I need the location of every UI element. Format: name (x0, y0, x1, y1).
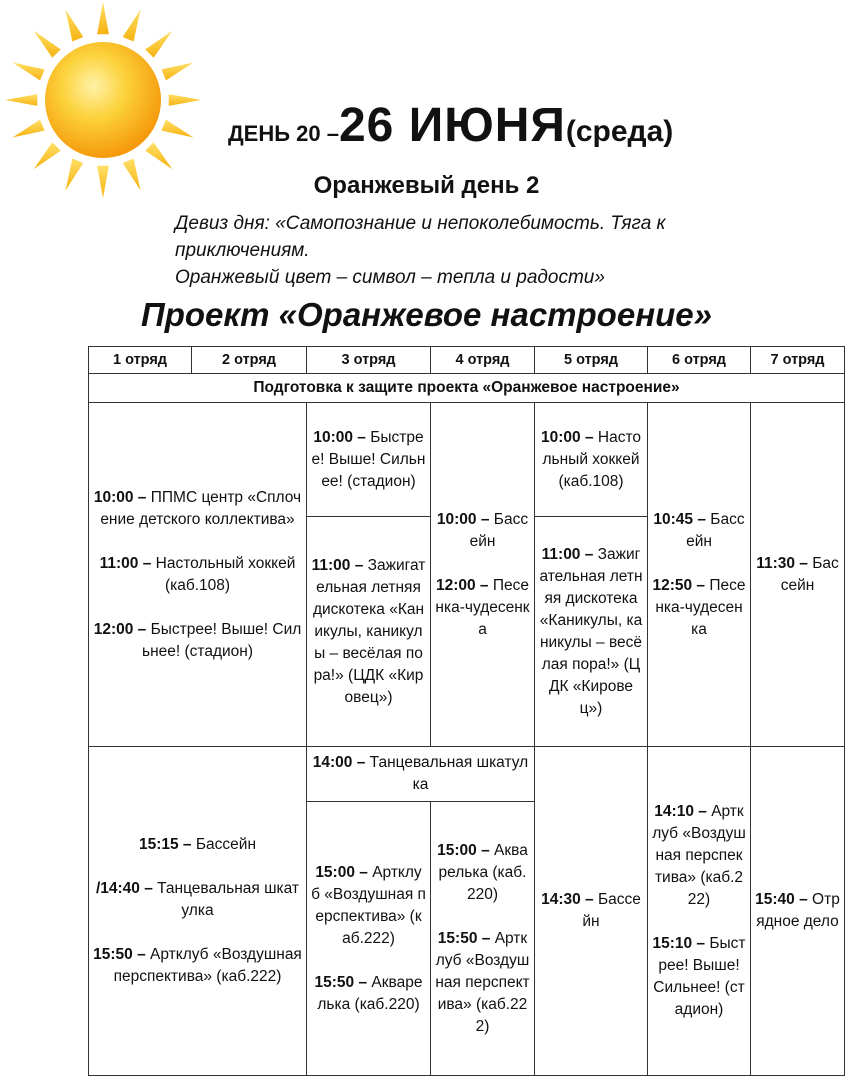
activity (652, 801, 746, 911)
cell-morning-group-3-a (307, 403, 431, 517)
cell-afternoon-group-4 (431, 802, 535, 1076)
activity-text: Быстрее! Выше! Сильнее! (стадион) (311, 428, 426, 490)
activity-time: 14:10 – (654, 803, 707, 820)
activity-text: Бассейн (686, 510, 745, 550)
date-heading (228, 98, 673, 168)
activity (311, 862, 426, 950)
table-row (89, 747, 845, 802)
project-title: Проект «Оранжевое настроение» (141, 296, 712, 333)
activity-text: Настольный хоккей (каб.108) (542, 428, 641, 490)
column-header: 7 отряд (751, 347, 845, 374)
sun-disc (45, 42, 161, 158)
activity-text: Отрядное дело (756, 891, 840, 930)
activity-time: 10:00 – (541, 428, 594, 446)
activity-text: Бассейн (780, 554, 839, 594)
cell-afternoon-groups-1-2 (89, 747, 307, 1076)
cell-afternoon-group-7 (751, 747, 845, 1076)
activity-time: 15:50 – (93, 946, 146, 963)
activity-time: 10:45 – (653, 510, 706, 528)
weekday: (среда) (565, 115, 674, 148)
cell-morning-groups-1-2 (89, 403, 307, 747)
motto-line-2: приключениям. (175, 240, 310, 261)
activity (652, 933, 746, 1021)
activity-text: Артклуб «Воздушная перспектива» (каб.222) (113, 946, 302, 985)
activity-text: Артклуб «Воздушная перспектива» (каб.222) (652, 803, 746, 908)
activity-time: 15:50 – (314, 973, 368, 991)
sun-ray (12, 120, 44, 138)
day-label: ДЕНЬ 20 – (228, 121, 339, 146)
cell-afternoon-group-3 (307, 802, 431, 1076)
motto-line-3: Оранжевый цвет – символ – тепла и радости» (175, 267, 605, 288)
column-header: 2 отряд (192, 347, 307, 374)
activity (311, 972, 426, 1016)
column-header: 1 отряд (89, 347, 192, 374)
sun-ray (161, 62, 193, 80)
column-header: 3 отряд (307, 347, 431, 374)
activity-text: Бассейн (582, 891, 641, 930)
column-header: 5 отряд (535, 347, 648, 374)
sun-illustration (0, 0, 205, 200)
activity-time: 12:00 – (93, 620, 147, 638)
activity (93, 619, 302, 663)
activity-time: 11:00 – (311, 556, 364, 574)
activity-time: 10:00 – (436, 510, 490, 528)
sun-ray (145, 142, 172, 169)
activity (652, 509, 746, 553)
sun-ray (34, 142, 61, 169)
activity (435, 840, 530, 906)
activity-text: ППМС центр «Сплочение детского коллектива» (100, 488, 302, 528)
date: 26 ИЮНЯ (338, 99, 566, 152)
activity-time: 15:00 – (315, 863, 368, 881)
activity (652, 575, 746, 641)
activity-time: 14:30 – (541, 891, 594, 908)
column-header: 6 отряд (648, 347, 751, 374)
cell-afternoon-group-5 (535, 747, 648, 1076)
activity (93, 878, 302, 922)
cell-morning-group-4 (431, 403, 535, 747)
sun-ray (65, 9, 83, 41)
cell-morning-group-5-a (535, 403, 648, 517)
activity-text: Настольный хоккей (каб.108) (155, 554, 296, 594)
cell-afternoon-groups-3-4 (307, 747, 535, 802)
activity-time: 14:00 – (312, 754, 366, 771)
sun-ray (12, 62, 44, 80)
activity (93, 487, 302, 531)
activity (435, 575, 530, 641)
activity-time: 11:00 – (99, 554, 152, 572)
activity (93, 834, 302, 856)
day-title: Оранжевый день 2 (313, 172, 540, 199)
motto (175, 210, 775, 291)
activity-text: Бассейн (469, 510, 529, 550)
schedule-table (88, 346, 845, 1076)
prep-row (89, 374, 845, 403)
activity-time: 10:00 – (93, 488, 147, 506)
activity-text: Танцевальная шкатулка (369, 754, 529, 793)
activity-text: Зажигательная летняя дискотека «Каникулы, каникулы – весёлая пора!» (ЦДК «Кировец») (312, 556, 426, 706)
activity (93, 944, 302, 988)
motto-line-1: Девиз дня: «Самопознание и непоколебимость. Тяга к (175, 213, 666, 234)
column-header: 4 отряд (431, 347, 535, 374)
activity-time: /14:40 – (95, 880, 153, 897)
sun-ray (97, 2, 109, 34)
activity-time: 15:10 – (652, 935, 706, 952)
activity (435, 509, 530, 553)
activity-text: Песенка-чудесенка (655, 576, 746, 638)
activity-time: 12:50 – (652, 576, 706, 594)
activity-text: Быстрее! Выше! Сильнее! (стадион) (653, 935, 746, 1018)
activity-text: Артклуб «Воздушная перспектива» (каб.222) (435, 929, 530, 1035)
activity-time: 15:00 – (437, 841, 490, 859)
sun-ray (5, 94, 37, 106)
cell-morning-group-7 (751, 403, 845, 747)
table-header-row (89, 347, 845, 374)
activity-text: Акварелька (каб.220) (438, 841, 528, 903)
prep-cell: Подготовка к защите проекта «Оранжевое настроение» (89, 374, 845, 403)
sun-ray (123, 9, 141, 41)
activity-text: Артклуб «Воздушная перспектива» (каб.222) (311, 863, 426, 947)
activity-time: 15:15 – (138, 836, 192, 853)
activity-time: 12:00 – (435, 576, 489, 594)
activity-time: 11:30 – (756, 554, 808, 572)
cell-morning-group-5-b (535, 517, 648, 747)
activity (93, 553, 302, 597)
activity-time: 15:40 – (755, 891, 808, 908)
activity-text: Песенка-чудесенка (435, 576, 530, 638)
sun-ray (34, 31, 61, 58)
activity-text: Танцевальная шкатулка (157, 880, 300, 919)
sun-ray (169, 94, 201, 106)
activity-text: Зажигательная летняя дискотека «Каникулы, каникулы – весёлая пора!» (ЦДК «Кировец») (539, 545, 643, 717)
activity-time: 11:00 – (541, 545, 594, 563)
activity-text: Быстрее! Выше! Сильнее! (стадион) (142, 620, 302, 660)
activity-text: Бассейн (195, 836, 257, 853)
activity-time: 10:00 – (313, 428, 366, 446)
cell-morning-group-3-b (307, 517, 431, 747)
cell-morning-group-6 (648, 403, 751, 747)
cell-afternoon-group-6 (648, 747, 751, 1076)
sun-ray (145, 31, 172, 58)
activity (435, 928, 530, 1038)
sun-ray (161, 120, 193, 138)
table-row (89, 403, 845, 517)
activity-text: Акварелька (каб.220) (317, 973, 423, 1013)
activity-time: 15:50 – (437, 929, 491, 947)
